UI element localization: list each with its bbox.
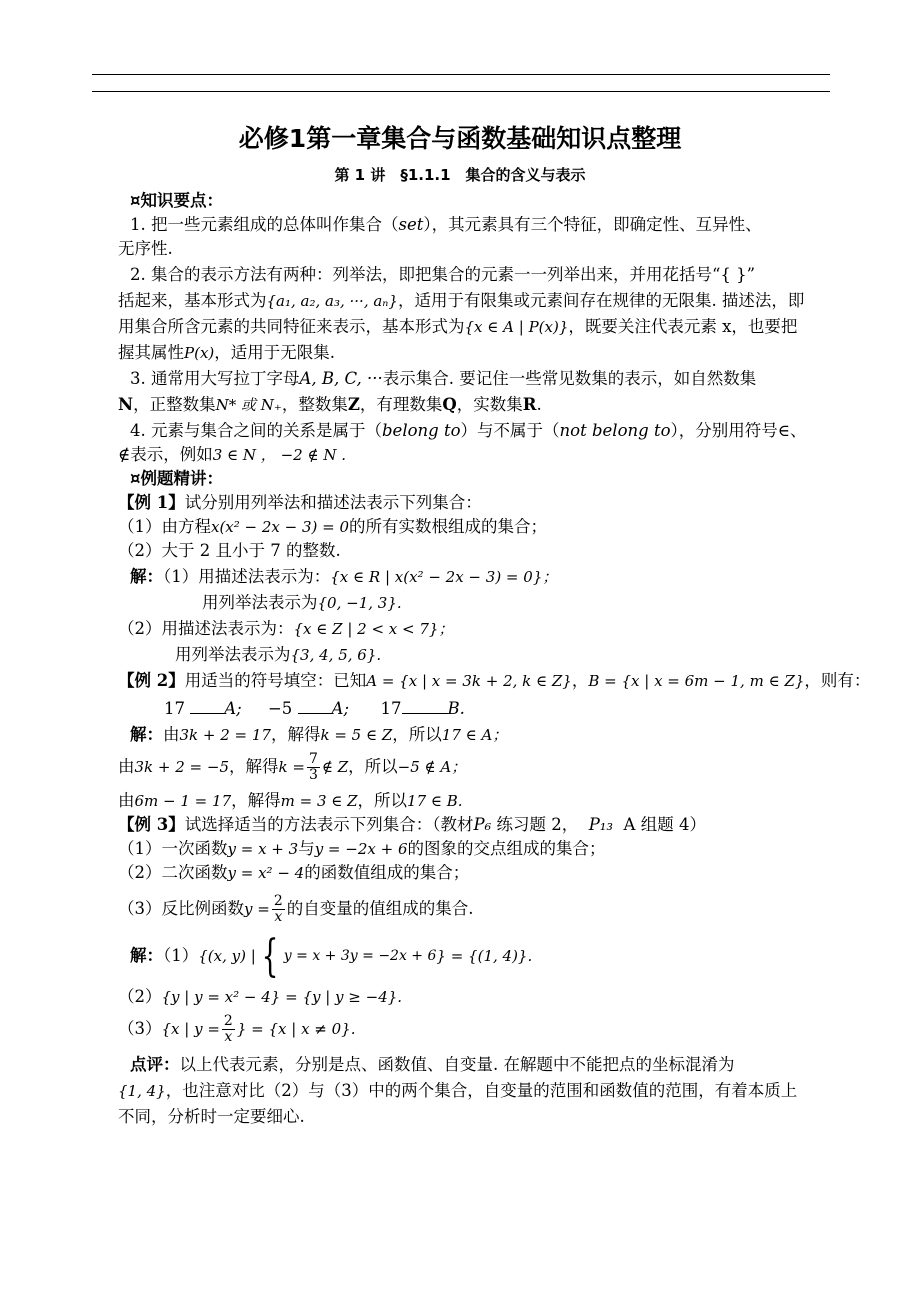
answer-blank (402, 699, 448, 714)
example-2-fill-blanks: 17 A; −5 A; 17 B. (164, 699, 465, 718)
example-1-solution-2: （2）用描述法表示为：{x ∈ Z | 2 < x < 7}； (118, 619, 454, 638)
point-3-line-2: N，正整数集N* 或 N₊，整数集Z，有理数集Q，实数集R. (118, 395, 542, 414)
example-1-title: 【例 1】试分别用列举法和描述法表示下列集合： (118, 493, 482, 512)
equation-system: y = x + 3y = −2x + 6 (283, 948, 437, 964)
point-2-line-1: 2. 集合的表示方法有两种：列举法，即把集合的元素一一列举出来，并用花括号“{ }” (130, 265, 756, 284)
example-3-q1: （1）一次函数y = x + 3与y = −2x + 6的图象的交点组成的集合； (118, 839, 606, 858)
example-3-title: 【例 3】试选择适当的方法表示下列集合：（教材P₆ 练习题 2， P₁₃ A 组题 4） (118, 815, 706, 834)
example-2-solution-1: 解：由3k + 2 = 17，解得k = 5 ∈ Z，所以17 ∈ A； (130, 725, 508, 744)
example-1-solution-2b: 用列举法表示为{3, 4, 5, 6}. (175, 645, 382, 664)
example-2-solution-3: 由6m − 1 = 17，解得m = 3 ∈ Z，所以17 ∈ B. (118, 791, 463, 810)
answer-blank (298, 699, 332, 714)
example-1-q1: （1）由方程x(x² − 2x − 3) = 0的所有实数根组成的集合； (118, 517, 548, 536)
example-3-solution-1: 解：（1）{(x, y) | { y = x + 3y = −2x + 6} = {(1, 4)}. (130, 930, 533, 982)
example-3-q3: （3）反比例函数y = $\frac{2}{x}$ 的自变量的值组成的集合. (118, 893, 474, 925)
fraction: $\frac{2}{x}$ (273, 893, 283, 925)
fraction: $\frac{7}{3}$ (308, 751, 318, 783)
example-1-q2: （2）大于 2 且小于 7 的整数. (118, 541, 341, 560)
header-rule-top (92, 74, 830, 75)
knowledge-heading: ¤知识要点： (130, 191, 223, 210)
example-3-solution-3: （3）{x | y = $\frac{2}{x}$ } = {x | x ≠ 0}. (118, 1013, 356, 1045)
example-1-solution-1b: 用列举法表示为{0, −1, 3}. (202, 593, 402, 612)
examples-heading: ¤例题精讲： (130, 469, 223, 488)
point-2-line-4: 握其属性P(x)，适用于无限集. (118, 343, 336, 362)
point-3-line-1: 3. 通常用大写拉丁字母A, B, C, ···表示集合. 要记住一些常见数集的表示，如自然数集 (130, 369, 757, 388)
lecture-subtitle: 第 1 讲 §1.1.1 集合的含义与表示 (334, 166, 586, 184)
page-title: 必修1第一章集合与函数基础知识点整理 (238, 124, 682, 153)
example-3-q2: （2）二次函数y = x² − 4的函数值组成的集合； (118, 863, 470, 882)
point-4-line-1: 4. 元素与集合之间的关系是属于（belong to）与不属于（not belong to），分别用符号∈、 (130, 421, 807, 440)
header-rule-bottom (92, 91, 830, 92)
comment-line-1: 点评：以上代表元素，分别是点、函数值、自变量. 在解题中不能把点的坐标混淆为 (130, 1055, 735, 1074)
point-4-line-2: ∉表示，例如3 ∈ N ， −2 ∉ N . (118, 445, 346, 464)
fraction: $\frac{2}{x}$ (223, 1013, 233, 1045)
answer-blank (190, 699, 224, 714)
comment-line-2: {1, 4}，也注意对比（2）与（3）中的两个集合，自变量的范围和函数值的范围，有着本质上 (118, 1081, 798, 1100)
example-2-solution-2: 由3k + 2 = −5，解得k = $\frac{7}{3}$ ∉ Z，所以−5 ∉ A； (118, 751, 467, 783)
example-3-solution-2: （2）{y | y = x² − 4} = {y | y ≥ −4}. (118, 987, 403, 1006)
point-2-line-2: 括起来，基本形式为{a₁, a₂, a₃, ···, aₙ}，适用于有限集或元素间存在规律的无限集. 描述法，即 (118, 291, 805, 310)
point-1-line-1: 1. 把一些元素组成的总体叫作集合（set），其元素具有三个特征，即确定性、互异性、 (130, 215, 762, 234)
example-2-title: 【例 2】用适当的符号填空：已知A = {x | x = 3k + 2, k ∈ Z}，B = {x | x = 6m − 1, m ∈ Z}，则有： (118, 671, 871, 690)
point-1-line-2: 无序性. (118, 239, 173, 258)
example-1-solution-1: 解：（1）用描述法表示为：{x ∈ R | x(x² − 2x − 3) = 0}； (130, 567, 558, 586)
comment-line-3: 不同，分析时一定要细心. (118, 1107, 305, 1126)
left-brace: { (261, 930, 279, 982)
point-2-line-3: 用集合所含元素的共同特征来表示，基本形式为{x ∈ A | P(x)}，既要关注代表元素 x，也要把 (118, 317, 798, 336)
